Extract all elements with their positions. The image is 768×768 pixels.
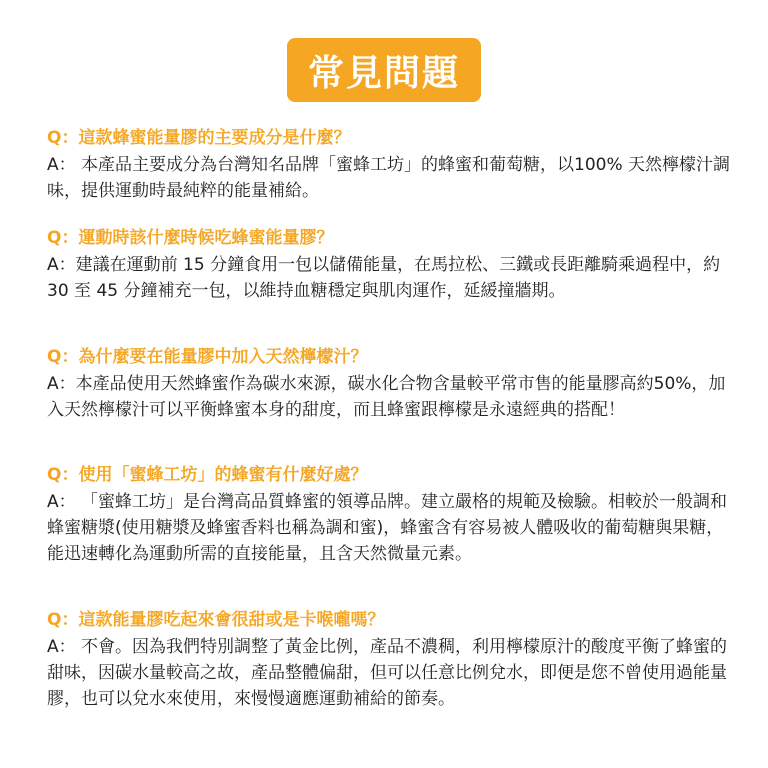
faq-item xyxy=(47,345,737,423)
faq-answer: A： 不會。因為我們特別調整了黃金比例，產品不濃稠，利用檸檬原汁的酸度平衡了蜂蜜的甜味，因碳水量較高之故，產品整體偏甜，但可以任意比例兌水，即便是您不曾使用過能量膠，也可以兌水來使用，來慢慢適應運動補給的節奏。 xyxy=(47,637,728,709)
faq-item xyxy=(47,463,737,567)
faq-item xyxy=(47,608,737,712)
faq-question: Q：運動時該什麼時候吃蜂蜜能量膠？ xyxy=(47,228,334,248)
page-title: 常見問題 xyxy=(307,52,460,94)
faq-question: Q：這款能量膠吃起來會很甜或是卡喉嚨嗎？ xyxy=(47,610,385,630)
faq-answer: A：建議在運動前 15 分鐘食用一包以儲備能量，在馬拉松、三鐵或長距離騎乘過程中，約30 至 45 分鐘補充一包，以維持血糖穩定與肌肉運作，延緩撞牆期。 xyxy=(47,255,721,301)
faq-item xyxy=(47,226,737,304)
faq-answer: A： 「蜜蜂工坊」是台灣高品質蜂蜜的領導品牌。建立嚴格的規範及檢驗。相較於一般調和蜂蜜糖漿(使用糖漿及蜂蜜香料也稱為調和蜜)，蜂蜜含有容易被人體吸收的葡萄糖與果糖，能迅速轉化為運動所需的直接能量，且含天然微量元素。 xyxy=(47,492,728,564)
faq-question: Q：這款蜂蜜能量膠的主要成分是什麼？ xyxy=(47,128,351,148)
faq-question: Q：為什麼要在能量膠中加入天然檸檬汁？ xyxy=(47,347,368,367)
faq-item xyxy=(47,126,737,204)
faq-answer: A：本產品使用天然蜂蜜作為碳水來源，碳水化合物含量較平常市售的能量膠高約50%，加入天然檸檬汁可以平衡蜂蜜本身的甜度，而且蜂蜜跟檸檬是永遠經典的搭配！ xyxy=(47,374,726,420)
faq-question: Q：使用「蜜蜂工坊」的蜂蜜有什麼好處？ xyxy=(47,465,368,485)
page-title-badge xyxy=(287,38,481,102)
faq-answer: A： 本產品主要成分為台灣知名品牌「蜜蜂工坊」的蜂蜜和葡萄糖，以100% 天然檸檬汁調味，提供運動時最純粹的能量補給。 xyxy=(47,155,731,201)
